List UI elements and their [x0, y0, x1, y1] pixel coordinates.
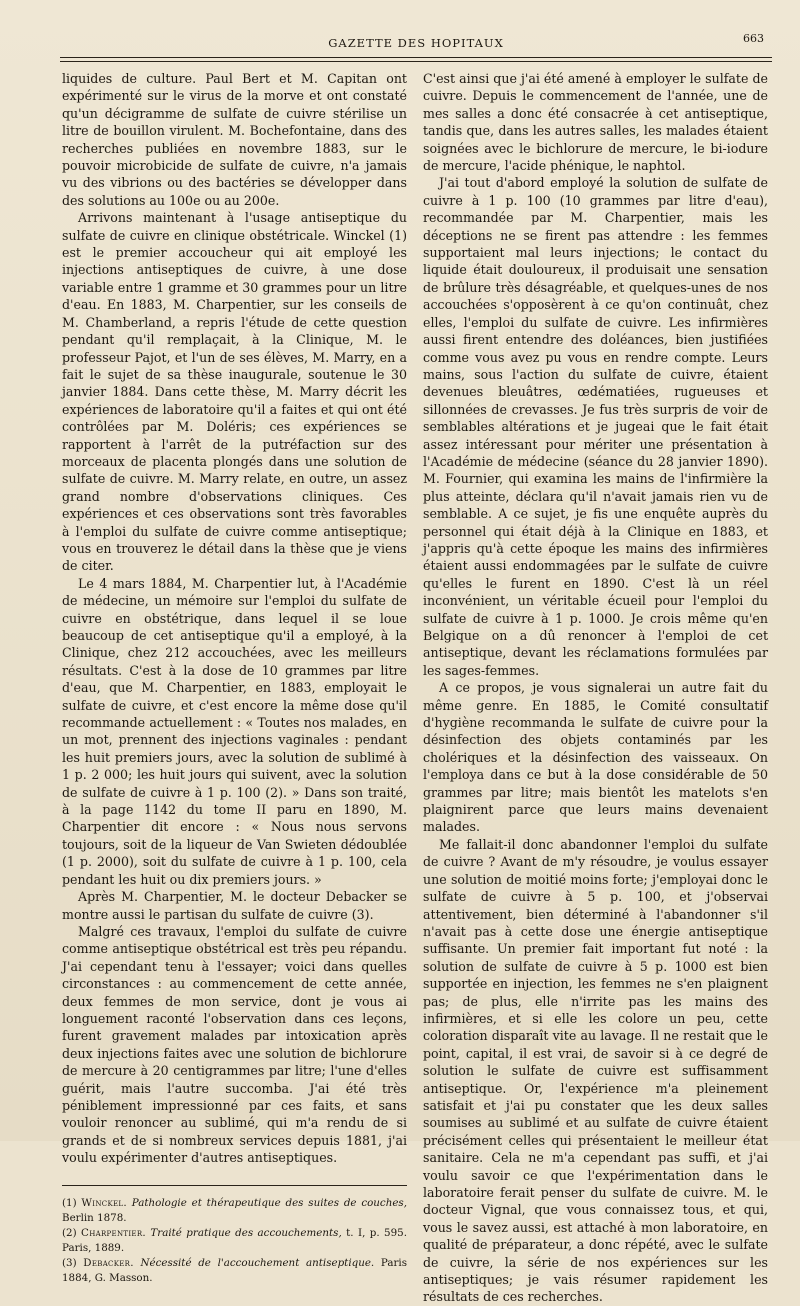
header-rule-thick	[60, 57, 772, 58]
footnote-rest: Berlin 1878.	[62, 1211, 127, 1224]
footnote-number: (3)	[62, 1256, 77, 1269]
footnotes	[62, 1196, 407, 1286]
paragraph: J'ai tout d'abord employé la solution de sulfate de cuivre à 1 p. 100 (10 grammes par litre d'eau), recommandée par M. Charpentier, mais les déceptions ne se firent pas attendre : les femmes supportaient mal leurs injections; le contact du liquide était douloureux, il produisait une sensation de brûlure très désagréable, et quelques-unes de nos accouchées s'opposèrent à ce qu'on continuât, chez elles, l'emploi du sulfate de cuivre. Les infirmières aussi firent entendre des doléances, bien justifiées comme vous avez pu vous en rendre compte. Leurs mains, sous l'action du sulfate de cuivre, étaient devenues bleuâtres, œdématiées, rugueuses et sillonnées de crevasses. Je fus très surpris de voir de semblables altérations et je jugeai que le fait était assez intéressant pour mériter une présentation à l'Académie de médecine (séance du 28 janvier 1890). M. Fournier, qui examina les mains de l'infirmière la plus atteinte, déclara qu'il n'avait jamais rien vu de semblable. A ce sujet, je fis une enquête auprès du personnel qui était déjà à la Clinique en 1883, et j'appris qu'à cette époque les mains des infirmières étaient aussi endommagées par le sulfate de cuivre qu'elles le furent en 1890. C'est là un réel inconvénient, un véritable écueil pour l'emploi du sulfate de cuivre à 1 p. 1000. Je crois même qu'en Belgique on a dû renoncer à l'emploi de cet antiseptique, devant les réclamations formulées par les sages-femmes.	[423, 175, 768, 678]
footnote-author: Charpentier.	[81, 1226, 146, 1239]
paragraph: liquides de culture. Paul Bert et M. Capitan ont expérimenté sur le virus de la morve et ont constaté qu'un décigramme de sulfate de cuivre stérilise un litre de bouillon virulent. M. Bochefontaine, dans des recherches publiées en novembre 1883, sur le pouvoir microbicide de sulfate de cuivre, n'a jamais vu des vibrions ou des bactéries se développer dans des solutions au 100e ou au 200e.	[62, 71, 407, 208]
paragraph: Me fallait-il donc abandonner l'emploi du sulfate de cuivre ? Avant de m'y résoudre, je voulus essayer une solution de moitié moins forte; j'employai donc le sulfate de cuivre à 5 p. 100, et j'observai attentivement, bien déterminé à l'abandonner s'il n'avait pas à cette dose une énergie antiseptique suffisante. Un premier fait important fut noté : la solution de sulfate de cuivre à 5 p. 1000 est bien supportée en injection, les femmes ne s'en plaignent pas; de plus, elle n'irrite pas les mains des infirmières, et si elle les colore un peu, cette coloration disparaît vite au lavage. Il ne restait que le point, capital, il est vrai, de savoir si à ce degré de solution le sulfate de cuivre est suffisamment antiseptique. Or, l'expérience m'a pleinement satisfait et j'ai pu constater que les deux salles soumises au sublimé et au sulfate de cuivre étaient précisément celles qui présentaient le meilleur état sanitaire. Cela ne m'a cependant pas suffi, et j'ai voulu savoir ce que l'expérimentation dans le laboratoire ferait penser du sulfate de cuivre. M. le docteur Vignal, que vous connaissez tous, et qui, vous le savez aussi, est attaché à mon laboratoire, en qualité de préparateur, a donc répété, avec le sulfate de cuivre, la série de nos expériences sur les antiseptiques; je vais résumer rapidement les résultats de ces recherches.	[423, 836, 768, 1305]
footnote-3	[62, 1256, 407, 1286]
footnote-author: Debacker.	[83, 1256, 134, 1269]
paragraph: Après M. Charpentier, M. le docteur Debacker se montre aussi le partisan du sulfate de cuivre (3).	[62, 889, 407, 922]
journal-title: GAZETTE DES HOPITAUX	[328, 36, 504, 50]
footnote-title: Pathologie et thérapeutique des suites de couches,	[131, 1196, 407, 1209]
paragraph: A ce propos, je vous signalerai un autre fait du même genre. En 1885, le Comité consultatif d'hygiène recommanda le sulfate de cuivre pour la désinfection des objets contaminés par les cholériques et la désinfection des vaisseaux. On l'employa dans ce but à la dose considérable de 50 grammes par litre; mais bientôt les matelots s'en plaignirent parce que leurs mains devenaient malades.	[423, 680, 768, 835]
paragraph: Arrivons maintenant à l'usage antiseptique du sulfate de cuivre en clinique obstétricale. Winckel (1) est le premier accoucheur qui ait employé les injections antiseptiques de cuivre, à une dose variable entre 1 gramme et 30 grammes pour un litre d'eau. En 1883, M. Charpentier, sur les conseils de M. Chamberland, a repris l'étude de cette question pendant qu'il remplaçait, à la Clinique, M. le professeur Pajot, et l'un de ses élèves, M. Marry, en a fait le sujet de sa thèse inaugurale, soutenue le 30 janvier 1884. Dans cette thèse, M. Marry décrit les expériences de laboratoire qu'il a faites et qui ont été contrôlées par M. Doléris; ces expériences se rapportent à l'arrêt de la putréfaction sur des morceaux de placenta plongés dans une solution de sulfate de cuivre. M. Marry relate, en outre, un assez grand nombre d'observations cliniques. Ces expériences et ces observations sont très favorables à l'emploi du sulfate de cuivre comme antiseptique; vous en trouverez le détail dans la thèse que je viens de citer.	[62, 210, 407, 574]
footnote-2	[62, 1226, 407, 1256]
header-rule-thin	[60, 61, 772, 62]
footnote-title: Traité pratique des accouchements,	[150, 1226, 342, 1239]
page-number: 663	[743, 32, 764, 45]
footnote-title: Nécessité de l'accouchement antiseptique.	[140, 1256, 375, 1269]
paragraph: Le 4 mars 1884, M. Charpentier lut, à l'Académie de médecine, un mémoire sur l'emploi du sulfate de cuivre en obstétrique, dans lequel il se loue beaucoup de cet antiseptique qu'il a employé, à la Clinique, chez 212 accouchées, avec les meilleurs résultats. C'est à la dose de 10 grammes par litre d'eau, que M. Charpentier, en 1883, employait le sulfate de cuivre, et c'est encore la même dose qu'il recommande actuellement : « Toutes nos malades, en un mot, prennent des injections vaginales : pendant les huit premiers jours, avec la solution de sublimé à 1 p. 2 000; les huit jours qui suivent, avec la solution de sulfate de cuivre à 1 p. 100 (2). » Dans son traité, à la page 1142 du tome II paru en 1890, M. Charpentier dit encore : « Nous nous servons toujours, soit de la liqueur de Van Swieten dédoublée (1 p. 2000), soit du sulfate de cuivre à 1 p. 100, cela pendant les huit ou dix premiers jours. »	[62, 575, 407, 887]
left-column	[62, 70, 407, 1286]
footnote-number: (2)	[62, 1226, 77, 1239]
page-header	[60, 32, 772, 56]
paragraph: Malgré ces travaux, l'emploi du sulfate de cuivre comme antiseptique obstétrical est très peu répandu. J'ai cependant tenu à l'essayer; voici dans quelles circonstances : au commencement de cette année, deux femmes de mon service, dont je vous ai longuement raconté l'observation dans ces leçons, furent gravement malades par intoxication après deux injections faites avec une solution de bichlorure de mercure à 20 centigrammes par litre; l'une d'elles guérit, mais l'autre succomba. J'ai été très péniblement impressionné par ces faits, et sans vouloir renoncer au sublimé, qui m'a rendu de si grands et de si nombreux services depuis 1881, j'ai voulu expérimenter d'autres antiseptiques.	[62, 923, 407, 1166]
footnote-rest: t. I, p. 595. Paris, 1889.	[62, 1226, 407, 1254]
footnote-author: Winckel.	[81, 1196, 127, 1209]
footnote-1	[62, 1196, 407, 1226]
footnote-separator	[62, 1185, 407, 1186]
footnote-rest: Paris 1884, G. Masson.	[62, 1256, 407, 1284]
paragraph: C'est ainsi que j'ai été amené à employer le sulfate de cuivre. Depuis le commencement de l'année, une de mes salles a donc été consacrée à cet antiseptique, tandis que, dans les autres salles, les malades étaient soignées avec le bichlorure de mercure, le bi-iodure de mercure, l'acide phénique, le naphtol.	[423, 71, 768, 174]
right-column	[423, 70, 768, 1306]
footnote-number: (1)	[62, 1196, 77, 1209]
